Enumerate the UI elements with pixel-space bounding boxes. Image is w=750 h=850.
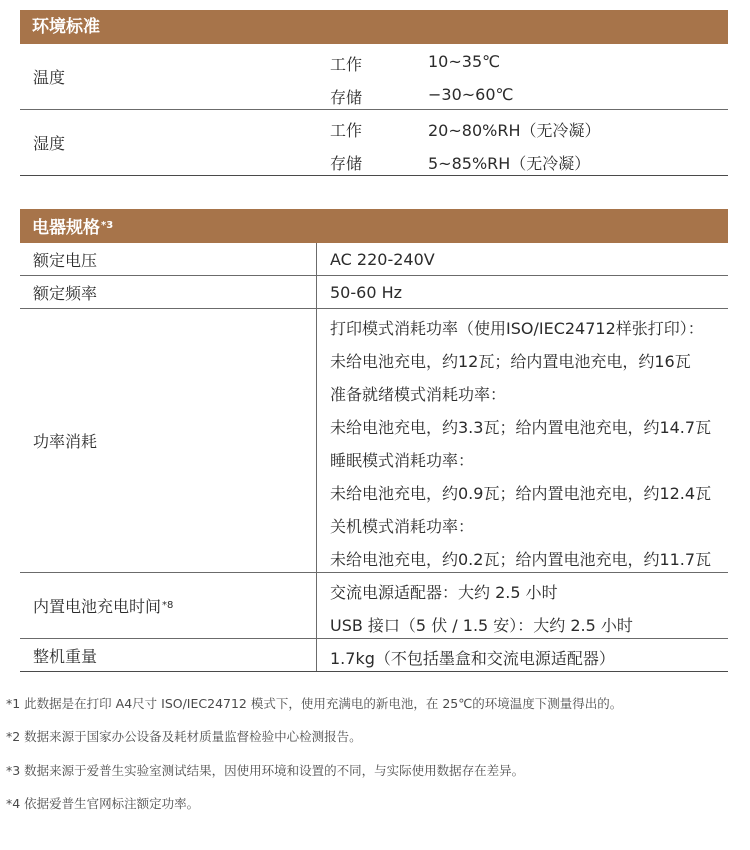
column-divider xyxy=(316,309,317,572)
power-print-mode-values: 未给电池充电，约12瓦；给内置电池充电，约16瓦 xyxy=(330,352,691,371)
environment-title: 环境标准 xyxy=(32,17,100,37)
power-print-mode-heading: 打印模式消耗功率（使用ISO/IEC24712样张打印）： xyxy=(330,319,704,338)
temp-storage-value: −30~60℃ xyxy=(428,85,514,104)
battery-usb-time: USB 接口（5 伏 / 1.5 安）：大约 2.5 小时 xyxy=(330,616,633,635)
temp-storage-key: 存储 xyxy=(330,88,363,107)
battery-charge-time-row xyxy=(20,573,728,639)
battery-ac-adapter-time: 交流电源适配器：大约 2.5 小时 xyxy=(330,583,558,602)
electrical-header xyxy=(20,209,728,243)
humidity-label: 湿度 xyxy=(33,134,66,153)
voltage-row xyxy=(20,243,728,276)
environment-section xyxy=(20,10,728,176)
battery-charge-time-label-text: 内置电池充电时间 xyxy=(33,597,162,616)
frequency-value: 50-60 Hz xyxy=(330,283,403,302)
electrical-title-footnote-mark: *3 xyxy=(101,220,114,231)
column-divider xyxy=(316,639,317,671)
electrical-title: 电器规格 xyxy=(32,218,100,238)
footnote-3: *3 数据来源于爱普生实验室测试结果，因使用环境和设置的不同，与实际使用数据存在差异。 xyxy=(6,763,525,778)
column-divider xyxy=(316,243,317,275)
footnote-2: *2 数据来源于国家办公设备及耗材质量监督检验中心检测报告。 xyxy=(6,729,362,744)
electrical-section xyxy=(20,209,728,672)
power-off-mode-values: 未给电池充电，约0.2瓦；给内置电池充电，约11.7瓦 xyxy=(330,550,712,569)
humidity-storage-value: 5~85%RH（无冷凝） xyxy=(428,154,591,173)
voltage-label: 额定电压 xyxy=(33,250,98,270)
voltage-value: AC 220-240V xyxy=(330,250,435,269)
humidity-group xyxy=(20,110,728,176)
battery-footnote-mark: *8 xyxy=(162,600,174,611)
column-divider xyxy=(316,573,317,638)
power-off-mode-heading: 关机模式消耗功率： xyxy=(330,517,475,536)
humidity-storage-key: 存储 xyxy=(330,154,363,173)
temperature-group xyxy=(20,44,728,110)
column-divider xyxy=(316,276,317,308)
frequency-row xyxy=(20,276,728,309)
weight-row xyxy=(20,639,728,672)
temp-work-key: 工作 xyxy=(330,55,363,74)
frequency-label: 额定频率 xyxy=(33,283,98,303)
power-sleep-mode-heading: 睡眠模式消耗功率： xyxy=(330,451,475,470)
battery-charge-time-label xyxy=(33,573,173,638)
footnote-1: *1 此数据是在打印 A4尺寸 ISO/IEC24712 模式下，使用充满电的新电池，在 25℃的环境温度下测量得出的。 xyxy=(6,696,623,711)
footnote-4: *4 依据爱普生官网标注额定功率。 xyxy=(6,796,200,811)
power-consumption-row xyxy=(20,309,728,573)
weight-value: 1.7kg（不包括墨盒和交流电源适配器） xyxy=(330,649,615,668)
humidity-work-key: 工作 xyxy=(330,121,363,140)
environment-header xyxy=(20,10,728,44)
power-ready-mode-values: 未给电池充电，约3.3瓦；给内置电池充电，约14.7瓦 xyxy=(330,418,712,437)
humidity-work-value: 20~80%RH（无冷凝） xyxy=(428,121,601,140)
power-ready-mode-heading: 准备就绪模式消耗功率： xyxy=(330,385,507,404)
weight-label: 整机重量 xyxy=(33,646,98,666)
temperature-label: 温度 xyxy=(33,68,66,87)
temp-work-value: 10~35℃ xyxy=(428,52,501,71)
power-sleep-mode-values: 未给电池充电，约0.9瓦；给内置电池充电，约12.4瓦 xyxy=(330,484,712,503)
power-consumption-label: 功率消耗 xyxy=(33,432,98,451)
